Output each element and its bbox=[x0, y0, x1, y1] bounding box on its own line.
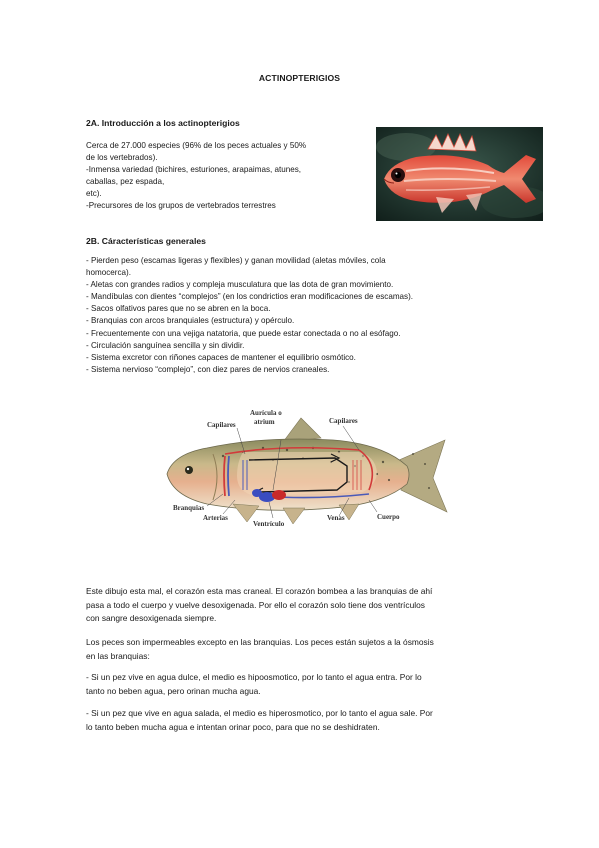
label-auricula-line1: Aurícula o bbox=[250, 409, 282, 417]
label-ventriculo: Ventrículo bbox=[253, 520, 285, 528]
document-title: ACTINOPTERIGIOS bbox=[258, 73, 341, 83]
list-item: - Sistema excretor con riñones capaces de mantener el equilibrio osmótico. bbox=[86, 352, 356, 362]
text-line: tanto no beben agua, pero orinan mucha agua. bbox=[86, 685, 261, 696]
paragraph-saltwater bbox=[86, 707, 516, 734]
list-item: - Frecuentemente con una vejiga natatoria, que puede estar conectada o no al esófago. bbox=[86, 328, 401, 338]
paragraph-heart-note bbox=[86, 585, 516, 626]
list-item: homocerca). bbox=[86, 268, 131, 278]
text-line: caballas, pez espada, bbox=[86, 177, 165, 187]
label-capilares-right: Capilares bbox=[329, 417, 358, 425]
paragraph-osmosis bbox=[86, 636, 516, 663]
section-b-heading: 2B. Cáracterísticas generales bbox=[86, 236, 206, 246]
text-line: con sangre desoxigenada siempre. bbox=[86, 613, 217, 624]
text-line: etc). bbox=[86, 189, 102, 199]
text-line: Cerca de 27.000 especies (96% de los peces actuales y 50% bbox=[86, 141, 307, 150]
text-line: Este dibujo esta mal, el corazón esta mas craneal. El corazón bombea a las branquias de ahí bbox=[86, 586, 433, 596]
list-item: - Circulación sanguínea sencilla y sin dividir. bbox=[86, 340, 245, 350]
text-line: pasa a todo el cuerpo y vuelve desoxigenada. Por ello el corazón solo tiene dos ventrículos bbox=[86, 599, 425, 610]
text-line: de los vertebrados). bbox=[86, 153, 158, 163]
list-item: - Branquias con arcos branquiales (estructura) y opérculo. bbox=[86, 316, 295, 326]
label-auricula-line2: atrium bbox=[254, 418, 275, 426]
paragraph-freshwater bbox=[86, 671, 516, 698]
list-item: - Pierden peso (escamas ligeras y flexibles) y ganan movilidad (aletas móviles, cola bbox=[86, 256, 386, 265]
text-line: - Si un pez que vive en agua salada, el medio es hiperosmotico, por lo tanto el agua sale. Por bbox=[86, 708, 433, 718]
section-a-heading: 2A. Introducción a los actinopterigios bbox=[86, 118, 240, 128]
text-line: en las branquias: bbox=[86, 650, 150, 661]
label-branquias: Branquias bbox=[173, 504, 205, 512]
text-line: Los peces son impermeables excepto en las branquias. Los peces están sujetos a la ósmosis bbox=[86, 637, 434, 647]
text-line: - Si un pez vive en agua dulce, el medio es hipoosmotico, por lo tanto el agua entra. Por lo bbox=[86, 672, 422, 682]
label-capilares-left: Capilares bbox=[207, 421, 236, 429]
label-cuerpo: Cuerpo bbox=[377, 513, 400, 521]
text-line: -Precursores de los grupos de vertebrados terrestres bbox=[86, 201, 276, 211]
list-item: - Aletas con grandes radios y compleja musculatura que las dota de gran movimiento. bbox=[86, 280, 394, 290]
section-b-list bbox=[86, 255, 526, 376]
section-a-text bbox=[86, 140, 371, 213]
label-arterias: Arterias bbox=[203, 514, 228, 522]
list-item: - Mandíbulas con dientes “complejos” (en los condrictios eran modificaciones de escamas). bbox=[86, 292, 414, 302]
text-line: -Inmensa variedad (bichires, esturiones, arapaimas, atunes, bbox=[86, 165, 302, 175]
fish-circulation-diagram bbox=[163, 404, 448, 534]
list-item: - Sistema nervioso “complejo”, con diez pares de nervios craneales. bbox=[86, 364, 330, 374]
label-venas: Venas bbox=[327, 514, 345, 522]
squirrelfish-photo bbox=[376, 127, 543, 221]
list-item: - Sacos olfativos pares que no se abren en la boca. bbox=[86, 304, 271, 314]
text-line: lo tanto beben mucha agua e intentan orinar poco, para que no se deshidraten. bbox=[86, 721, 380, 732]
